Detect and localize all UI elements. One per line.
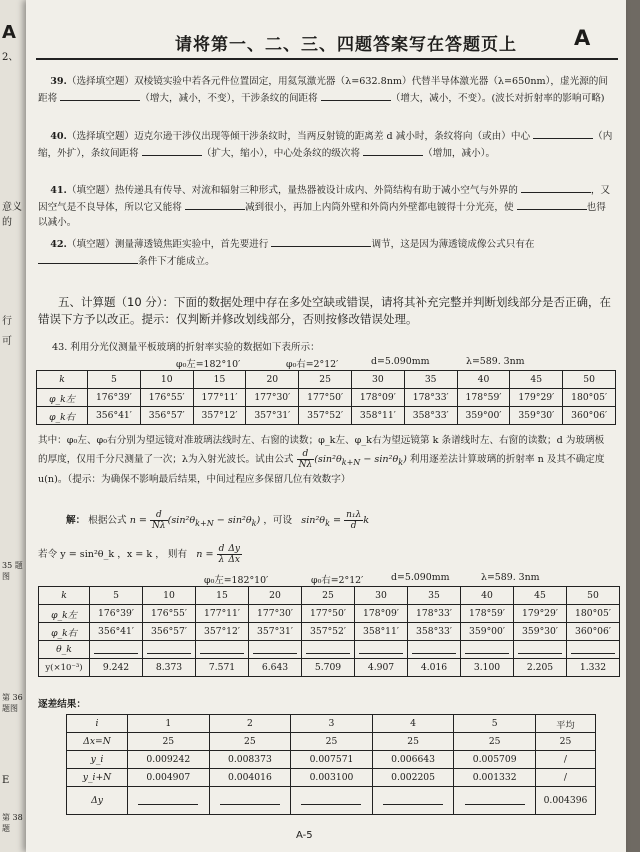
- table-cell: 359°30′: [514, 623, 567, 641]
- table-row: [39, 623, 620, 641]
- answer-blank[interactable]: [567, 641, 620, 659]
- param-wavelength: λ=589. 3nm: [466, 356, 525, 367]
- column-header: 2: [209, 715, 291, 733]
- table-cell: 0.002205: [372, 769, 454, 787]
- table-cell: 177°30′: [249, 605, 302, 623]
- table-cell: 359°00′: [457, 407, 510, 425]
- param-thickness: d=5.090mm: [391, 572, 450, 583]
- answer-blank[interactable]: [291, 787, 373, 815]
- param-wavelength: λ=589. 3nm: [481, 572, 540, 583]
- table-cell: 177°50′: [302, 605, 355, 623]
- table-row: [37, 407, 616, 425]
- table-cell: 178°33′: [408, 605, 461, 623]
- column-header: 1: [128, 715, 210, 733]
- table-cell: 25: [454, 733, 536, 751]
- table-cell: 0.004016: [209, 769, 291, 787]
- table-cell: 176°55′: [140, 389, 193, 407]
- table-cell: 178°59′: [457, 389, 510, 407]
- section-5-heading: 五、计算题（10 分）：下面的数据处理中存在多处空缺或错误，请将其补充完整并判断划线部分是否正确，在错误下方予以改正。提示：仅判断并修改划线部分，否则按修改错误处理。: [38, 295, 612, 326]
- table-cell: 40: [461, 587, 514, 605]
- table-cell: 50: [567, 587, 620, 605]
- answer-blank[interactable]: [60, 90, 140, 101]
- table-cell: 179°29′: [514, 605, 567, 623]
- table-cell: 180°05′: [567, 605, 620, 623]
- row-label-dy: Δy: [67, 787, 128, 815]
- table-cell: 25: [209, 733, 291, 751]
- table-cell: 177°30′: [246, 389, 299, 407]
- answer-blank[interactable]: [408, 641, 461, 659]
- table-cell: 5: [90, 587, 143, 605]
- table-cell: 25: [302, 587, 355, 605]
- row-label-theta: θ_k: [39, 641, 90, 659]
- table-cell: 20: [249, 587, 302, 605]
- table-cell: 8.373: [143, 659, 196, 677]
- row-label-yiN: y_i+N: [67, 769, 128, 787]
- differences-table: [66, 714, 596, 815]
- substitution-line: 若令 y = sin²θ_k ，x = k ， 则有 n = $\frac{d}{\lambda}$ $\frac{\Delta y}{\Delta x}$: [38, 544, 240, 565]
- answer-blank[interactable]: [533, 128, 593, 139]
- table-cell: 15: [193, 371, 246, 389]
- table-cell: 177°11′: [193, 389, 246, 407]
- table-row: [39, 659, 620, 677]
- table-cell: 3.100: [461, 659, 514, 677]
- left-page-fragment: E: [2, 775, 10, 786]
- table-cell: 356°41′: [90, 623, 143, 641]
- table-cell: 25: [299, 371, 352, 389]
- answer-blank[interactable]: [355, 641, 408, 659]
- table-cell: 358°33′: [404, 407, 457, 425]
- column-header: 3: [291, 715, 373, 733]
- left-page-fragment: 2、: [2, 52, 19, 63]
- data-table-2: [38, 586, 620, 677]
- table-cell: 45: [514, 587, 567, 605]
- table-cell: 176°39′: [88, 389, 141, 407]
- table-cell: 356°57′: [140, 407, 193, 425]
- answer-blank[interactable]: [128, 787, 210, 815]
- row-label-phi-right: φ_k右: [37, 407, 88, 425]
- table-cell: 358°11′: [351, 407, 404, 425]
- answer-blank[interactable]: [185, 199, 245, 210]
- question-43-intro: 43. 利用分光仪测量平板玻璃的折射率实验的数据如下表所示：: [52, 342, 320, 353]
- table-cell: 45: [510, 371, 563, 389]
- solution-line: 解： 根据公式 n = $\frac{d}{N\lambda}$ $(\sin^2\theta_{k+N} - \sin^2\theta_k)$ ，可设 $\sin^2\theta_k$ = $\frac{\text{n₁λ}}{d}$ k: [66, 510, 370, 531]
- row-label-k: k: [39, 587, 90, 605]
- answer-blank[interactable]: [209, 787, 291, 815]
- row-label-phi-right: φ_k右: [39, 623, 90, 641]
- table-cell: 4.016: [408, 659, 461, 677]
- table-cell: 359°00′: [461, 623, 514, 641]
- column-header: 平均: [535, 715, 595, 733]
- table-cell: 179°29′: [510, 389, 563, 407]
- table-cell: 357°31′: [249, 623, 302, 641]
- table-cell: 0.006643: [372, 751, 454, 769]
- table-cell: 178°09′: [351, 389, 404, 407]
- paper-version-letter: A: [574, 26, 591, 50]
- table-row: [37, 389, 616, 407]
- page-title: 请将第一、二、三、四题答案写在答题页上: [175, 35, 517, 55]
- table-cell: 2.205: [514, 659, 567, 677]
- answer-blank[interactable]: [196, 641, 249, 659]
- table-row: [39, 641, 620, 659]
- table-cell: 1.332: [567, 659, 620, 677]
- problem-explanation: 其中：φ₀左、φ₀右分别为望远镜对准玻璃法线时左、右窗的读数；φ_k左、φ_k右为望远镜第 k 条谱线时左、右窗的读数；d 为玻璃板的厚度，仅用千分尺测量了一次；λ为入射光波长。试由公式 $\frac{d}{N\lambda}$ $(\sin^2\theta_{k+N} - \sin^2\theta_k)$ 利用逐差法计算玻璃的折射率 n 及其不确定度 u(n)。（提示：为确保不影响最后结果，中间过程应多保留几位有效数字）: [38, 435, 605, 485]
- table-cell: 9.242: [90, 659, 143, 677]
- table-row: [67, 787, 596, 815]
- table-cell: 357°52′: [302, 623, 355, 641]
- table-cell: 360°06′: [563, 407, 616, 425]
- table-cell: 176°55′: [143, 605, 196, 623]
- table-cell: 177°50′: [299, 389, 352, 407]
- table-cell: 20: [246, 371, 299, 389]
- question-39: 39.（选择填空题）双棱镜实验中若各元件位置固定，用氦氖激光器（λ=632.8nm）代替半导体激光器（λ=650nm），虚光源的间距将 （增大，减小，不变），干涉条纹的间距将 （增大，减小，不变）。(波长对折射率的影响可略): [38, 76, 608, 104]
- table-cell: 357°12′: [196, 623, 249, 641]
- table-cell: 40: [457, 371, 510, 389]
- answer-blank[interactable]: [521, 182, 591, 193]
- table-row: [67, 733, 596, 751]
- row-label-phi-left: φ_k左: [37, 389, 88, 407]
- param-phi0-right: φ₀右=2°12′: [286, 359, 339, 370]
- table-cell: 0.004396: [535, 787, 595, 815]
- left-page-fragment: 第 36 题图: [2, 693, 23, 713]
- table-row: [67, 715, 596, 733]
- row-label-y: y(×10⁻³): [39, 659, 90, 677]
- table-cell: 0.009242: [128, 751, 210, 769]
- answer-blank[interactable]: [461, 641, 514, 659]
- answer-blank[interactable]: [514, 641, 567, 659]
- table-cell: 356°41′: [88, 407, 141, 425]
- table-cell: 360°06′: [567, 623, 620, 641]
- table-row: [39, 587, 620, 605]
- answer-blank[interactable]: [517, 199, 587, 210]
- table-cell: 0.007571: [291, 751, 373, 769]
- table-cell: 0.008373: [209, 751, 291, 769]
- answer-blank[interactable]: [363, 145, 423, 156]
- param-phi0-right: φ₀右=2°12′: [311, 575, 364, 586]
- answer-blank[interactable]: [143, 641, 196, 659]
- table-cell: 357°52′: [299, 407, 352, 425]
- table-cell: 7.571: [196, 659, 249, 677]
- table-cell: 178°09′: [355, 605, 408, 623]
- table-cell: 5.709: [302, 659, 355, 677]
- table-cell: 5: [88, 371, 141, 389]
- table-cell: 30: [351, 371, 404, 389]
- table-cell: 0.004907: [128, 769, 210, 787]
- table-cell: 4.907: [355, 659, 408, 677]
- table-cell: 177°11′: [196, 605, 249, 623]
- formula-n: $\frac{d}{N\lambda}$: [298, 449, 313, 470]
- row-label-phi-left: φ_k左: [39, 605, 90, 623]
- param-phi0-left: φ₀左=182°10′: [204, 575, 269, 586]
- table-cell: 356°57′: [143, 623, 196, 641]
- table-row: [39, 605, 620, 623]
- table-cell: 0.005709: [454, 751, 536, 769]
- column-header: 5: [454, 715, 536, 733]
- header-divider: [36, 58, 618, 60]
- exam-page: [26, 0, 626, 852]
- table-cell: 30: [355, 587, 408, 605]
- question-40: 40.（选择填空题）迈克尔逊干涉仪出现等倾干涉条纹时，当两反射镜的距离差 d 减小时，条纹将向（或由）中心 （内缩，外扩），条纹间距将 （扩大，缩小），中心处条纹的级次将 （增加，减小）。: [38, 128, 613, 161]
- row-label-yi: y_i: [67, 751, 128, 769]
- question-41: 41.（填空题）热传递具有传导、对流和辐射三种形式，量热器被设计成内、外筒结构有助于减小空气与外界的 ，又因空气是不良导体，所以它又能将 减到很小，再加上内筒外壁和外筒内外壁都电镀得十分光亮，使 也得以减小。: [38, 182, 613, 231]
- row-label-k: k: [37, 371, 88, 389]
- table-cell: 359°30′: [510, 407, 563, 425]
- table-cell: 6.643: [249, 659, 302, 677]
- table-row: [67, 751, 596, 769]
- table-cell: 35: [408, 587, 461, 605]
- left-page-fragment: 行: [2, 316, 12, 327]
- answer-blank[interactable]: [302, 641, 355, 659]
- answer-blank[interactable]: [454, 787, 536, 815]
- left-page-fragment: 35 题图: [2, 561, 23, 581]
- table-cell: 15: [196, 587, 249, 605]
- left-page-fragment: 第 38 题: [2, 813, 23, 833]
- table-cell: 0.001332: [454, 769, 536, 787]
- table-cell: 25: [535, 733, 595, 751]
- table-cell: 35: [404, 371, 457, 389]
- table-cell: 180°05′: [563, 389, 616, 407]
- answer-blank[interactable]: [372, 787, 454, 815]
- table-cell: 358°11′: [355, 623, 408, 641]
- answer-blank[interactable]: [90, 641, 143, 659]
- table-cell: /: [535, 751, 595, 769]
- data-table-1: [36, 370, 616, 425]
- row-label-dx: Δx=N: [67, 733, 128, 751]
- answer-blank[interactable]: [271, 236, 371, 247]
- table-cell: 176°39′: [90, 605, 143, 623]
- table-cell: 10: [140, 371, 193, 389]
- table-cell: 50: [563, 371, 616, 389]
- page-number: A-5: [296, 830, 313, 841]
- table-cell: 25: [372, 733, 454, 751]
- param-thickness: d=5.090mm: [371, 356, 430, 367]
- table-cell: 358°33′: [408, 623, 461, 641]
- left-page-fragment: 意义的: [2, 202, 22, 228]
- table-row: [37, 371, 616, 389]
- table-cell: 25: [128, 733, 210, 751]
- table-cell: 357°31′: [246, 407, 299, 425]
- left-page-fragment: 可: [2, 336, 12, 347]
- table-cell: 0.003100: [291, 769, 373, 787]
- column-header: i: [67, 715, 128, 733]
- param-phi0-left: φ₀左=182°10′: [176, 359, 241, 370]
- answer-blank[interactable]: [142, 145, 202, 156]
- table-cell: 10: [143, 587, 196, 605]
- table-cell: 25: [291, 733, 373, 751]
- left-page-letter: A: [2, 22, 16, 43]
- table-cell: 178°33′: [404, 389, 457, 407]
- table-cell: 178°59′: [461, 605, 514, 623]
- differences-title: 逐差结果：: [38, 699, 86, 710]
- table-cell: 357°12′: [193, 407, 246, 425]
- answer-blank[interactable]: [38, 253, 138, 264]
- table-row: [67, 769, 596, 787]
- column-header: 4: [372, 715, 454, 733]
- table-cell: /: [535, 769, 595, 787]
- question-42: 42.（填空题）测量薄透镜焦距实验中，首先要进行 调节，这是因为薄透镜成像公式只有在 条件下才能成立。: [38, 236, 613, 269]
- answer-blank[interactable]: [249, 641, 302, 659]
- answer-blank[interactable]: [321, 90, 391, 101]
